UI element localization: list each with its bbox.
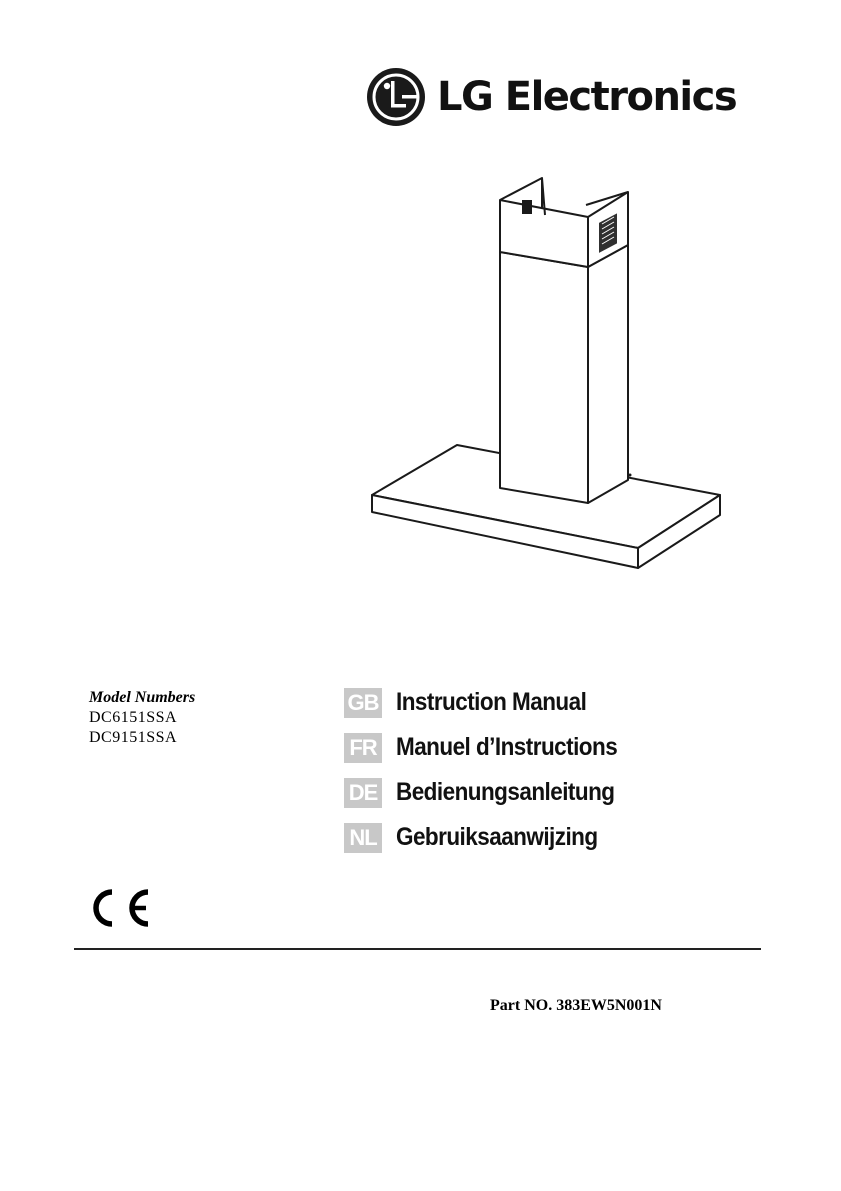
cooker-hood-illustration (360, 170, 730, 610)
model-number: DC6151SSA (89, 709, 178, 726)
brand-name: LG Electronics (437, 74, 737, 120)
brand-logo (365, 66, 761, 128)
language-list (344, 680, 642, 860)
manual-title: Bedienungsanleitung (396, 778, 615, 806)
part-number: Part NO. 383EW5N001N (490, 997, 662, 1014)
language-code-badge: NL (344, 823, 382, 853)
manual-title: Instruction Manual (396, 688, 587, 716)
footer-divider (74, 948, 761, 950)
lg-logo-icon (365, 66, 427, 128)
language-code-badge: GB (344, 688, 382, 718)
manual-title: Manuel d’Instructions (396, 733, 618, 761)
language-item-fr (344, 725, 642, 770)
language-item-gb (344, 680, 642, 725)
model-numbers (89, 688, 195, 748)
language-item-de (344, 770, 642, 815)
ce-mark-icon (82, 888, 152, 928)
language-code-badge: DE (344, 778, 382, 808)
model-number: DC9151SSA (89, 729, 178, 746)
language-item-nl (344, 815, 642, 860)
language-code-badge: FR (344, 733, 382, 763)
manual-title: Gebruiksaanwijzing (396, 823, 598, 851)
model-numbers-heading: Model Numbers (89, 689, 196, 706)
